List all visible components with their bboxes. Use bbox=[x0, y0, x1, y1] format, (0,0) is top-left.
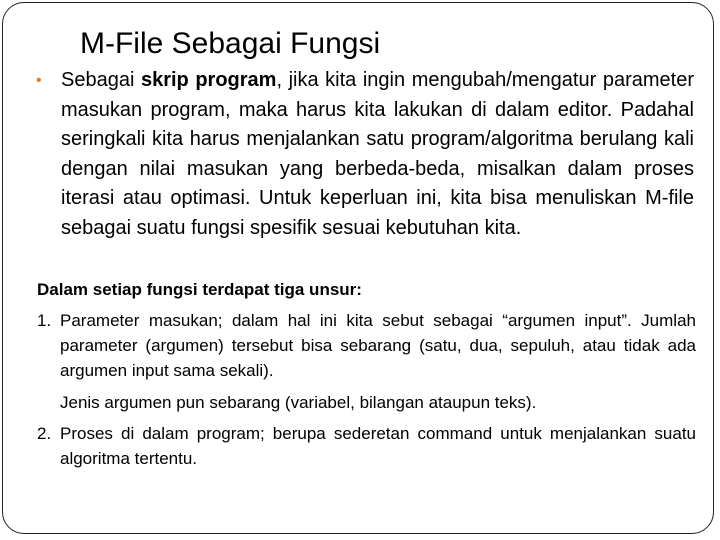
list-item bbox=[37, 421, 696, 471]
slide-title: M-File Sebagai Fungsi bbox=[80, 27, 381, 60]
list-item-text: Parameter masukan; dalam hal ini kita sebut sebagai “argumen input”. Jumlah parameter (argumen) tersebut bisa sebarang (satu, dua, sepuluh, atau tidak ada argumen input sama sekali). bbox=[60, 311, 696, 380]
bullet-paragraph bbox=[36, 66, 694, 243]
bullet-rest: , jika kita ingin mengubah/mengatur parameter masukan program, maka harus kita lakukan di dalam editor. Padahal seringkali kita harus menjalankan satu program/algoritma berulang kali dengan nilai masukan yang berbeda-beda, misalkan dalam proses iterasi atau optimasi. Untuk keperluan ini, kita bisa menuliskan M-file sebagai suatu fungsi spesifik sesuai kebutuhan kita. bbox=[61, 69, 694, 239]
section-heading: Dalam setiap fungsi terdapat tiga unsur: bbox=[37, 280, 362, 299]
bullet-marker: • bbox=[36, 72, 42, 89]
bullet-text bbox=[61, 66, 694, 243]
list-item bbox=[37, 308, 696, 383]
elements-section bbox=[37, 277, 696, 471]
list-item-text: Proses di dalam program; berupa sederetan command untuk menjalankan suatu algoritma tertentu. bbox=[60, 424, 696, 468]
bullet-bold-term: skrip program bbox=[140, 69, 277, 91]
list-item-number: 2. bbox=[37, 424, 52, 443]
list-item-note: Jenis argumen pun sebarang (variabel, bilangan ataupun teks). bbox=[60, 393, 537, 412]
bullet-prefix: Sebagai bbox=[61, 69, 141, 91]
list-item-number: 1. bbox=[37, 311, 52, 330]
